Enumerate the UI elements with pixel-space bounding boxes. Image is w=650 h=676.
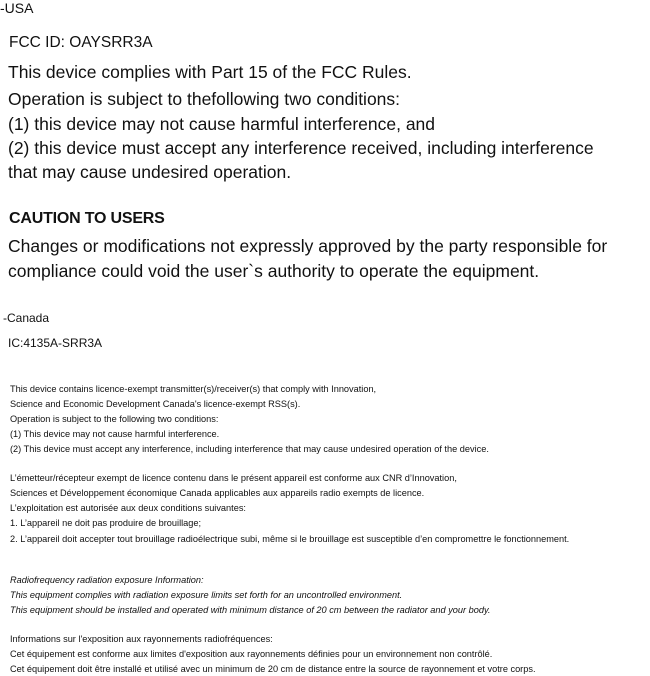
fcc-compliance-line: (1) this device may not cause harmful interference, and	[8, 114, 436, 134]
rf-exposure-english-line: Radiofrequency radiation exposure Information:	[10, 575, 204, 585]
ised-english-line: This device contains licence-exempt transmitter(s)/receiver(s) that comply with Innovation,	[10, 384, 377, 394]
rf-exposure-french-line: Cet équipement doit être installé et utilisé avec un minimum de 20 cm de distance entre la source de rayonnement et votre corps.	[10, 664, 536, 674]
caution-line: Changes or modifications not expressly approved by the party responsible for	[8, 236, 608, 256]
ised-french-line: L’émetteur/récepteur exempt de licence contenu dans le présent appareil est conforme aux CNR d’Innovation,	[10, 473, 457, 483]
rf-exposure-english-line: This equipment complies with radiation exposure limits set forth for an uncontrolled environment.	[10, 590, 403, 600]
fcc-compliance-line: This device complies with Part 15 of the FCC Rules.	[8, 62, 412, 82]
ised-english-line: Science and Economic Development Canada's licence-exempt RSS(s).	[10, 399, 301, 409]
ised-french-line: 1. L’appareil ne doit pas produire de brouillage;	[10, 518, 202, 528]
ised-english-line: (1) This device may not cause harmful interference.	[10, 429, 220, 439]
usa-region-label: -USA	[0, 0, 34, 16]
fcc-compliance-line: (2) this device must accept any interference received, including interference	[8, 138, 594, 158]
fcc-compliance-line: that may cause undesired operation.	[8, 162, 292, 182]
ised-french-line: Sciences et Développement économique Canada applicables aux appareils radio exempts de licence.	[10, 488, 425, 498]
rf-exposure-french-line: Cet équipement est conforme aux limites d'exposition aux rayonnements définies pour un environnement non contrôlé.	[10, 649, 493, 659]
fcc-id: FCC ID: OAYSRR3A	[9, 34, 153, 51]
fcc-compliance-line: Operation is subject to thefollowing two conditions:	[8, 89, 401, 109]
ised-english-line: (2) This device must accept any interference, including interference that may cause undesired operation of the device.	[10, 444, 489, 454]
caution-line: compliance could void the user`s authority to operate the equipment.	[8, 261, 540, 281]
rf-exposure-french-line: Informations sur l'exposition aux rayonnements radiofréquences:	[10, 634, 273, 644]
ised-french-line: 2. L’appareil doit accepter tout brouillage radioélectrique subi, même si le brouillage est susceptible d’en compromettre le fonctionnement.	[10, 534, 570, 544]
rf-exposure-english-line: This equipment should be installed and operated with minimum distance of 20 cm between the radiator and your body.	[10, 605, 491, 615]
canada-region-label: -Canada	[3, 311, 50, 325]
ised-french-line: L’exploitation est autorisée aux deux conditions suivantes:	[10, 503, 246, 513]
ised-english-line: Operation is subject to the following two conditions:	[10, 414, 219, 424]
ic-id: IC:4135A-SRR3A	[8, 336, 103, 350]
caution-heading: CAUTION TO USERS	[9, 210, 165, 227]
